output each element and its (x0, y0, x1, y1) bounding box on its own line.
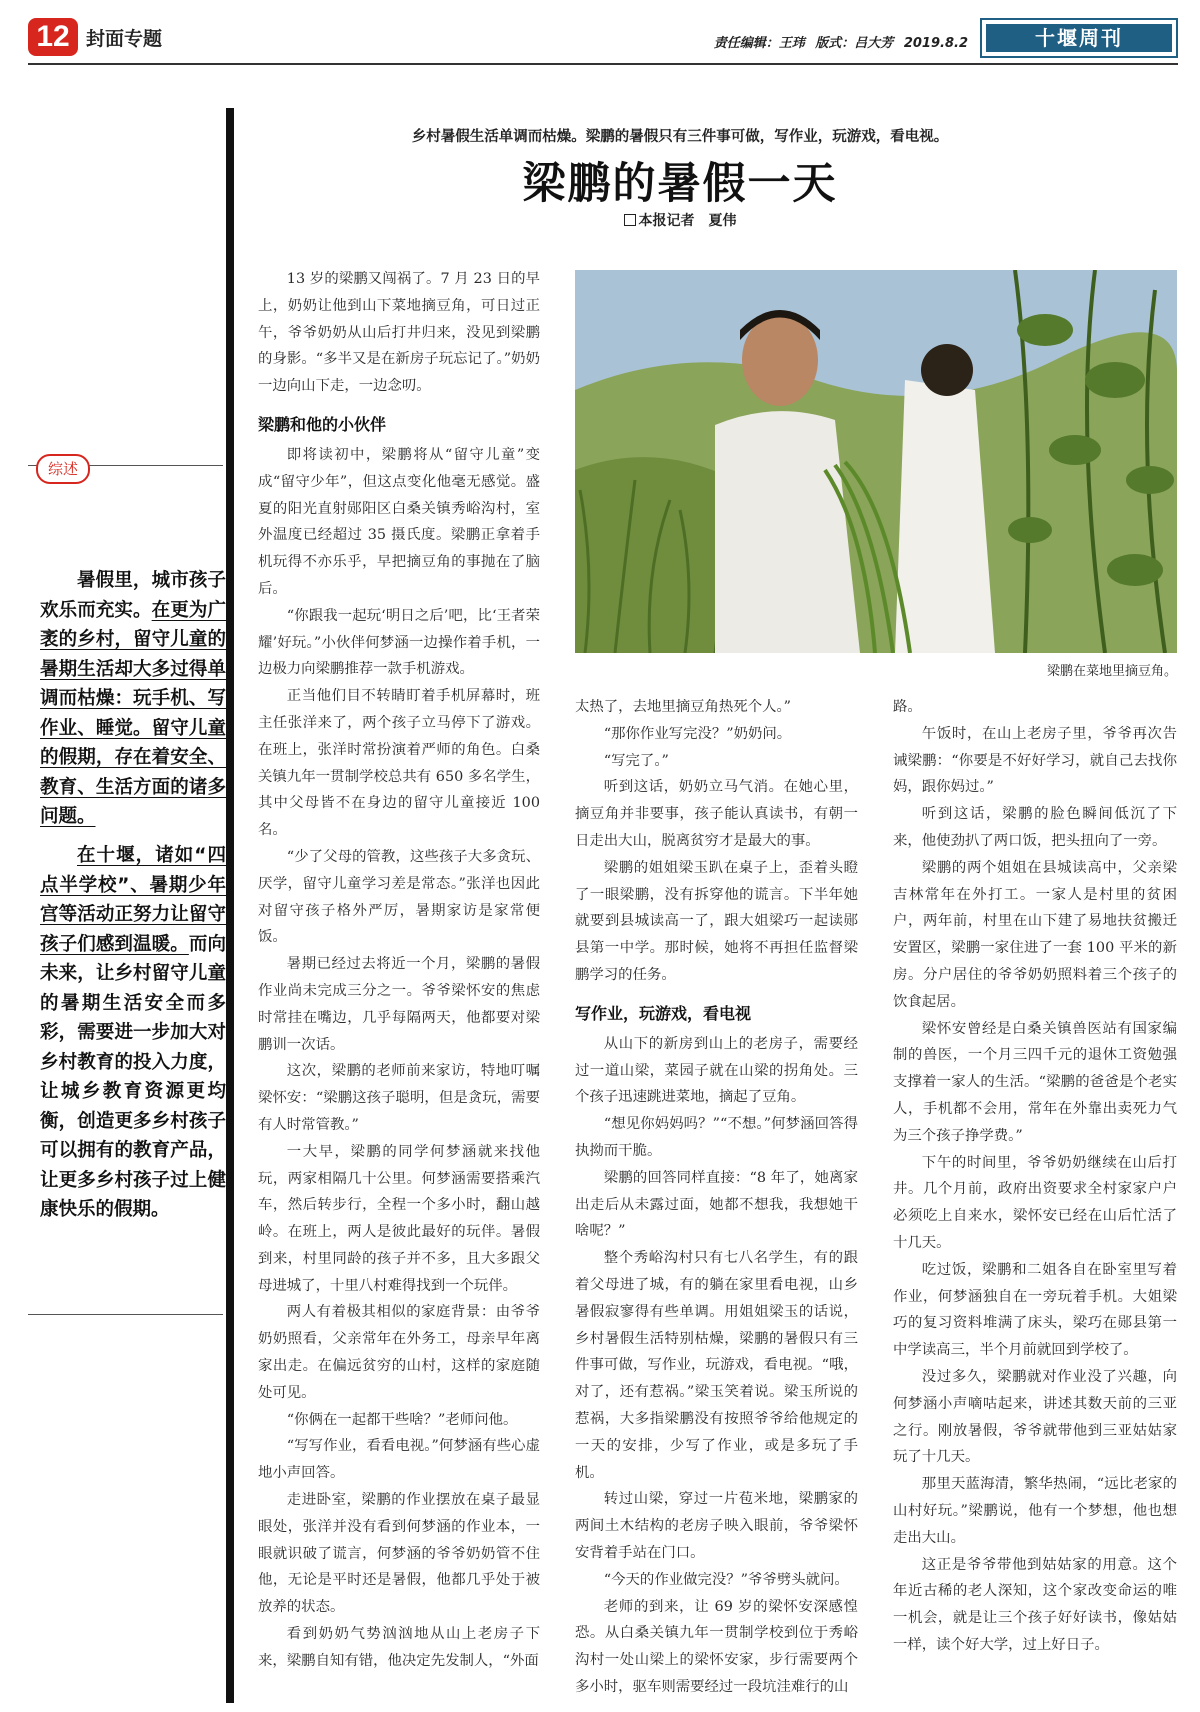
article-paragraph: 两人有着极其相似的家庭背景：由爷爷奶奶照看，父亲常年在外务工，母亲早年离家出走。在偏远贫穷的山村，这样的家庭随处可见。 (258, 1304, 540, 1401)
layout-credit: 版式：吕大芳 (815, 36, 894, 51)
article-paragraph: 这次，梁鹏的老师前来家访，特地叮嘱梁怀安：“梁鹏这孩子聪明，但是贪玩，需要有人时常管教。” (258, 1063, 540, 1133)
brand-logo (980, 18, 1178, 58)
article-photo (575, 270, 1177, 653)
article-paragraph: “那你作业写完没？”奶奶问。 (603, 725, 792, 742)
subheading-three-things: 写作业，玩游戏，看电视 (575, 1003, 752, 1023)
article-paragraph: “你跟我一起玩‘明日之后’吧，比‘王者荣耀’好玩。”小伙伴何梦涵一边操作着手机，一边极力向梁鹏推荐一款手机游戏。 (258, 607, 540, 678)
article-paragraph: 太热了，去地里摘豆角热死个人。” (575, 699, 792, 715)
byline-text: 本报记者 夏伟 (638, 213, 737, 229)
summary-text-underlined: 在更为广袤的乡村，留守儿童的暑期生活却大多过得单调而枯燥：玩手机、写作业、睡觉。留守儿童的假期，存在着安全、教育、生活方面的诸多问题。 (40, 599, 226, 827)
article-paragraph: 路。 (893, 699, 922, 715)
article-paragraph: 13 岁的梁鹏又闯祸了。7 月 23 日的早上，奶奶让他到山下菜地摘豆角，可日过正午，爷爷奶奶从山后打井归来，没见到梁鹏的身影。“多半又是在新房子玩忘记了。”奶奶一边向山下走，一边念叨。 (258, 271, 540, 395)
summary-text: 而向未来，让乡村留守儿童的暑期生活安全而多彩，需要进一步加大对乡村教育的投入力度，让城乡教育资源更均衡，创造更多乡村孩子可以拥有的教育产品，让更多乡村孩子过上健康快乐的假期。 (40, 933, 226, 1220)
article-paragraph: 下午的时间里，爷爷奶奶继续在山后打井。几个月前，政府出资要求全村家家户户必须吃上自来水，梁怀安已经在山后忙活了十几天。 (893, 1154, 1177, 1251)
article-deck: 乡村暑假生活单调而枯燥。梁鹏的暑假只有三件事可做，写作业，玩游戏，看电视。 (411, 128, 949, 145)
article-paragraph: 从山下的新房到山上的老房子，需要经过一道山梁，菜园子就在山梁的拐角处。三个孩子迅速跳进菜地，摘起了豆角。 (575, 1035, 858, 1106)
article-paragraph: 整个秀峪沟村只有七八名学生，有的跟着父母进了城，有的躺在家里看电视，山乡暑假寂寥得有些单调。用姐姐梁玉的话说，乡村暑假生活特别枯燥，梁鹏的暑假只有三件事可做，写作业，玩游戏，看电视。“哦，对了，还有惹祸。”梁玉笑着说。梁玉所说的惹祸，大多指梁鹏没有按照爷爷给他规定的一天的安排，少写了作业，或是多玩了手机。 (575, 1250, 858, 1481)
summary-paragraph-2 (40, 841, 226, 1225)
article-paragraph: 转过山梁，穿过一片苞米地，梁鹏家的两间土木结构的老房子映入眼前，爷爷梁怀安背着手站在门口。 (575, 1491, 858, 1561)
summary-text-underlined: 在十堰，诸如“四点半学校”、暑期少年宫等活动正努力让留守孩子们感到温暖。 (40, 845, 226, 955)
photo-illustration (575, 270, 1177, 653)
header-divider (28, 63, 1178, 65)
article-paragraph: 吃过饭，梁鹏和二姐各自在卧室里写着作业，何梦涵独自在一旁玩着手机。大姐梁巧的复习资料堆满了床头，梁巧在郧县第一中学读高三，半个月前就回到学校了。 (893, 1261, 1177, 1359)
article-paragraph: “少了父母的管教，这些孩子大多贪玩、厌学，留守儿童学习差是常态。”张洋也因此对留守孩子格外严厉，暑期家访是家常便饭。 (258, 848, 540, 946)
article-paragraph: 午饭时，在山上老房子里，爷爷再次告诫梁鹏：“你要是不好好学习，就自己去找你妈，跟你妈过。” (893, 725, 1177, 796)
article-paragraph: “想见你妈妈吗？”“不想。”何梦涵回答得执拗而干脆。 (575, 1116, 858, 1159)
article-paragraph: 一大早，梁鹏的同学何梦涵就来找他玩，两家相隔几十公里。何梦涵需要搭乘汽车，然后转步行，全程一个多小时，翻山越岭。在班上，两人是彼此最好的玩伴。暑假到来，村里同龄的孩子并不多，且大多跟父母进城了，十里八村难得找到一个玩伴。 (258, 1143, 540, 1294)
article-paragraph: “今天的作业做完没？”爷爷劈头就问。 (603, 1571, 849, 1588)
summary-paragraph-1 (40, 566, 226, 832)
page-number: 12 (28, 18, 78, 56)
article-paragraph: 梁鹏的两个姐姐在县城读高中，父亲梁吉林常年在外打工。一家人是村里的贫困户，两年前，村里在山下建了易地扶贫搬迁安置区，梁鹏一家住进了一套 100 平米的新房。分户居住的爷爷奶奶照料着三个孩子的饮食起居。 (893, 859, 1177, 1010)
article-paragraph: 没过多久，梁鹏就对作业没了兴趣，向何梦涵小声嘀咕起来，讲述其数天前的三亚之行。刚放暑假，爷爷就带他到三亚姑姑家玩了十几天。 (893, 1368, 1177, 1466)
article-paragraph: 听到这话，奶奶立马气消。在她心里，摘豆角并非要事，孩子能认真读书，有朝一日走出大山，脱离贫穷才是最大的事。 (575, 779, 858, 849)
article-paragraph: 暑期已经过去将近一个月，梁鹏的暑假作业尚未完成三分之一。爷爷梁怀安的焦虑时常挂在嘴边，几乎每隔两天，他都要对梁鹏训一次话。 (258, 956, 540, 1053)
issue-date: 2019.8.2 (903, 36, 968, 51)
article-paragraph: 听到这话，梁鹏的脸色瞬间低沉了下来，他使劲扒了两口饭，把头扭向了一旁。 (893, 806, 1177, 849)
article-paragraph: “写写作业，看看电视。”何梦涵有些心虚地小声回答。 (258, 1438, 540, 1482)
summary-sidebar (28, 460, 226, 1315)
editor-credit: 责任编辑：王玮 (713, 36, 805, 51)
credits (708, 32, 968, 51)
page-header (28, 18, 1178, 62)
article-paragraph: 老师的到来，让 69 岁的梁怀安深感惶恐。从白桑关镇九年一贯制学校到位于秀峪沟村一处山梁上的梁怀安家，步行需要两个多小时，驱车则需要经过一段坑洼难行的山 (575, 1598, 858, 1695)
vertical-divider (226, 108, 234, 1703)
article-paragraph: 梁鹏的姐姐梁玉趴在桌子上，歪着头瞪了一眼梁鹏，没有拆穿他的谎言。下半年她就要到县城读高一了，跟大姐梁巧一起读郧县第一中学。那时候，她将不再担任监督梁鹏学习的任务。 (575, 859, 858, 983)
article-headline: 梁鹏的暑假一天 (522, 159, 838, 209)
article-paragraph: “你俩在一起都干些啥？”老师问他。 (286, 1411, 518, 1428)
article-paragraph: 走进卧室，梁鹏的作业摆放在桌子最显眼处，张洋并没有看到何梦涵的作业本，一眼就识破了谎言，何梦涵的爷爷奶奶管不住他，无论是平时还是暑假，他都几乎处于被放养的状态。 (258, 1492, 540, 1616)
article-paragraph: 梁鹏的回答同样直接：“8 年了，她离家出走后从未露过面，她都不想我，我想她干啥呢？” (575, 1169, 858, 1240)
byline-box-icon (624, 214, 636, 226)
article-paragraph: 正当他们目不转睛盯着手机屏幕时，班主任张洋来了，两个孩子立马停下了游戏。在班上，张洋时常扮演着严师的角色。白桑关镇九年一贯制学校总共有 650 多名学生，其中父母皆不在身边的留守儿童接近 100 名。 (258, 688, 540, 839)
article-column-1 (258, 266, 540, 1706)
article-paragraph: 看到奶奶气势汹汹地从山上老房子下来，梁鹏自知有错，他决定先发制人，“外面 (258, 1626, 540, 1669)
section-title: 封面专题 (86, 28, 163, 50)
article-paragraph: 即将读初中，梁鹏将从“留守儿童”变成“留守少年”，但这点变化他毫无感觉。盛夏的阳光直射郧阳区白桑关镇秀峪沟村，室外温度已经超过 35 摄氏度。梁鹏正拿着手机玩得不亦乐乎，早把摘豆角的事抛在了脑后。 (258, 446, 540, 597)
article-paragraph: 那里天蓝海清，繁华热闹，“远比老家的山村好玩。”梁鹏说，他有一个梦想，他也想走出大山。 (893, 1476, 1177, 1546)
brand-name: 十堰周刊 (986, 24, 1172, 52)
article-paragraph: 这正是爷爷带他到姑姑家的用意。这个年近古稀的老人深知，这个家改变命运的唯一机会，就是让三个孩子好好读书，像姑姑一样，读个好大学，过上好日子。 (893, 1556, 1177, 1653)
article-paragraph: 梁怀安曾经是白桑关镇兽医站有国家编制的兽医，一个月三四千元的退休工资勉强支撑着一家人的生活。“梁鹏的爸爸是个老实人，手机都不会用，常年在外靠出卖死力气为三个孩子挣学费。” (893, 1020, 1177, 1144)
byline (300, 210, 1060, 230)
summary-badge: 综述 (36, 454, 90, 484)
subheading-friends: 梁鹏和他的小伙伴 (258, 414, 387, 434)
summary-text: 暑假里，城市孩子欢乐而充实。 (40, 570, 226, 621)
article-column-2 (575, 694, 858, 1706)
photo-caption: 梁鹏在菜地里摘豆角。 (1046, 664, 1177, 679)
article-column-3 (893, 694, 1177, 1706)
article-paragraph: “写完了。” (603, 752, 669, 769)
